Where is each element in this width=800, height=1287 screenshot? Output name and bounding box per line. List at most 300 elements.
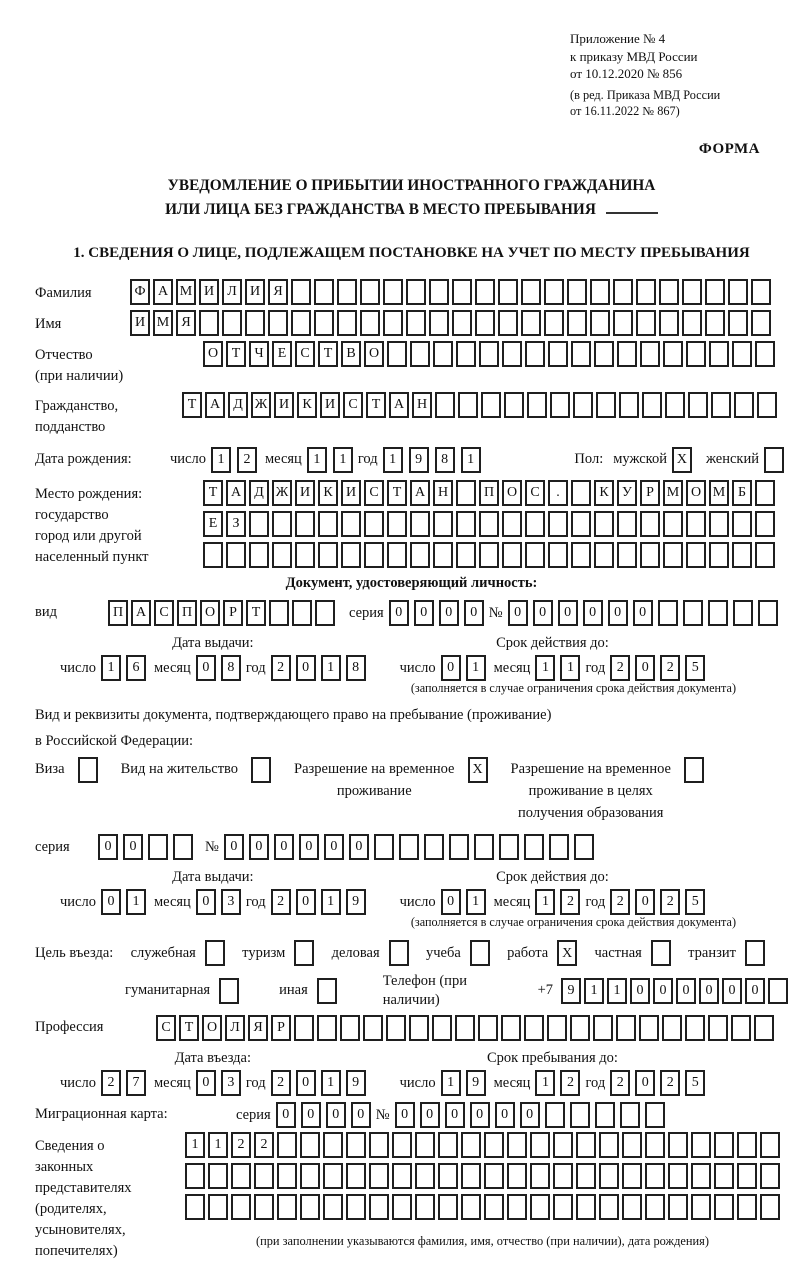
char-box[interactable]: 6 xyxy=(126,655,146,681)
char-box[interactable]: 1 xyxy=(307,447,327,473)
char-box[interactable] xyxy=(323,1194,343,1220)
char-box[interactable] xyxy=(173,834,193,860)
residence-permit-checkbox[interactable] xyxy=(251,757,271,783)
char-box[interactable] xyxy=(208,1163,228,1189)
char-box[interactable]: 2 xyxy=(610,655,630,681)
char-box[interactable]: С xyxy=(525,480,545,506)
char-box[interactable]: О xyxy=(200,600,220,626)
char-box[interactable]: Т xyxy=(366,392,386,418)
char-box[interactable]: И xyxy=(295,480,315,506)
char-box[interactable]: 7 xyxy=(126,1070,146,1096)
temp-residence-edu-checkbox[interactable] xyxy=(684,757,704,783)
char-box[interactable] xyxy=(341,542,361,568)
char-box[interactable]: 0 xyxy=(699,978,719,1004)
char-box[interactable] xyxy=(613,279,633,305)
char-box[interactable] xyxy=(596,392,616,418)
char-box[interactable] xyxy=(364,511,384,537)
char-box[interactable] xyxy=(737,1163,757,1189)
char-box[interactable]: 9 xyxy=(346,1070,366,1096)
char-box[interactable]: 2 xyxy=(610,889,630,915)
char-box[interactable]: 1 xyxy=(321,655,341,681)
char-box[interactable]: А xyxy=(226,480,246,506)
char-box[interactable] xyxy=(392,1194,412,1220)
char-box[interactable]: Д xyxy=(228,392,248,418)
char-box[interactable]: 1 xyxy=(383,447,403,473)
char-box[interactable] xyxy=(734,392,754,418)
char-box[interactable] xyxy=(755,511,775,537)
char-box[interactable]: О xyxy=(203,341,223,367)
char-box[interactable] xyxy=(323,1163,343,1189)
char-box[interactable] xyxy=(386,1015,406,1041)
purpose-other-checkbox[interactable] xyxy=(317,978,337,1004)
char-box[interactable]: 2 xyxy=(271,889,291,915)
char-box[interactable]: 0 xyxy=(296,655,316,681)
char-box[interactable] xyxy=(269,600,289,626)
char-box[interactable]: 1 xyxy=(560,655,580,681)
char-box[interactable] xyxy=(737,1194,757,1220)
char-box[interactable] xyxy=(456,480,476,506)
char-box[interactable] xyxy=(708,600,728,626)
char-box[interactable]: Ч xyxy=(249,341,269,367)
char-box[interactable]: Н xyxy=(412,392,432,418)
char-box[interactable] xyxy=(208,1194,228,1220)
char-box[interactable] xyxy=(341,511,361,537)
char-box[interactable] xyxy=(530,1163,550,1189)
char-box[interactable] xyxy=(429,279,449,305)
char-box[interactable] xyxy=(507,1194,527,1220)
char-box[interactable] xyxy=(360,310,380,336)
char-box[interactable] xyxy=(567,310,587,336)
char-box[interactable]: 0 xyxy=(630,978,650,1004)
char-box[interactable]: Л xyxy=(222,279,242,305)
char-box[interactable] xyxy=(292,600,312,626)
char-box[interactable] xyxy=(571,480,591,506)
char-box[interactable] xyxy=(642,392,662,418)
char-box[interactable]: З xyxy=(226,511,246,537)
char-box[interactable] xyxy=(593,1015,613,1041)
char-box[interactable]: 1 xyxy=(461,447,481,473)
char-box[interactable] xyxy=(662,1015,682,1041)
char-box[interactable]: Д xyxy=(249,480,269,506)
purpose-private-checkbox[interactable] xyxy=(651,940,671,966)
char-box[interactable] xyxy=(760,1194,780,1220)
char-box[interactable] xyxy=(346,1163,366,1189)
purpose-business-checkbox[interactable] xyxy=(389,940,409,966)
char-box[interactable]: 8 xyxy=(435,447,455,473)
char-box[interactable]: 0 xyxy=(123,834,143,860)
char-box[interactable] xyxy=(570,1015,590,1041)
char-box[interactable]: Л xyxy=(225,1015,245,1041)
char-box[interactable] xyxy=(254,1163,274,1189)
char-box[interactable] xyxy=(708,1015,728,1041)
char-box[interactable] xyxy=(254,1194,274,1220)
char-box[interactable]: Т xyxy=(182,392,202,418)
char-box[interactable]: О xyxy=(364,341,384,367)
char-box[interactable]: С xyxy=(295,341,315,367)
char-box[interactable]: О xyxy=(686,480,706,506)
char-box[interactable]: 0 xyxy=(296,889,316,915)
char-box[interactable]: А xyxy=(389,392,409,418)
char-box[interactable] xyxy=(226,542,246,568)
char-box[interactable] xyxy=(481,392,501,418)
char-box[interactable]: 1 xyxy=(535,889,555,915)
char-box[interactable] xyxy=(760,1163,780,1189)
char-box[interactable] xyxy=(383,279,403,305)
char-box[interactable]: Ж xyxy=(251,392,271,418)
char-box[interactable]: 0 xyxy=(351,1102,371,1128)
char-box[interactable]: 1 xyxy=(101,655,121,681)
char-box[interactable] xyxy=(502,511,522,537)
char-box[interactable] xyxy=(295,542,315,568)
char-box[interactable]: А xyxy=(131,600,151,626)
char-box[interactable] xyxy=(387,341,407,367)
char-box[interactable] xyxy=(757,392,777,418)
char-box[interactable] xyxy=(383,310,403,336)
char-box[interactable] xyxy=(553,1163,573,1189)
char-box[interactable]: А xyxy=(153,279,173,305)
char-box[interactable]: 0 xyxy=(635,1070,655,1096)
char-box[interactable] xyxy=(732,511,752,537)
char-box[interactable] xyxy=(484,1194,504,1220)
char-box[interactable] xyxy=(502,341,522,367)
char-box[interactable] xyxy=(337,279,357,305)
char-box[interactable]: 2 xyxy=(610,1070,630,1096)
purpose-official-checkbox[interactable] xyxy=(205,940,225,966)
char-box[interactable] xyxy=(456,511,476,537)
char-box[interactable] xyxy=(406,279,426,305)
char-box[interactable] xyxy=(521,310,541,336)
char-box[interactable]: Т xyxy=(246,600,266,626)
char-box[interactable]: 1 xyxy=(333,447,353,473)
char-box[interactable]: 0 xyxy=(101,889,121,915)
char-box[interactable] xyxy=(714,1194,734,1220)
char-box[interactable] xyxy=(438,1132,458,1158)
char-box[interactable]: 0 xyxy=(196,889,216,915)
char-box[interactable]: 0 xyxy=(324,834,344,860)
char-box[interactable] xyxy=(574,834,594,860)
char-box[interactable] xyxy=(711,392,731,418)
char-box[interactable] xyxy=(525,511,545,537)
char-box[interactable]: 2 xyxy=(660,655,680,681)
char-box[interactable]: 2 xyxy=(231,1132,251,1158)
char-box[interactable]: 0 xyxy=(441,889,461,915)
char-box[interactable]: 0 xyxy=(520,1102,540,1128)
char-box[interactable]: 2 xyxy=(271,1070,291,1096)
char-box[interactable] xyxy=(571,341,591,367)
char-box[interactable]: 0 xyxy=(608,600,628,626)
char-box[interactable]: П xyxy=(479,480,499,506)
char-box[interactable] xyxy=(318,511,338,537)
char-box[interactable] xyxy=(567,279,587,305)
char-box[interactable] xyxy=(410,511,430,537)
char-box[interactable] xyxy=(668,1163,688,1189)
char-box[interactable] xyxy=(760,1132,780,1158)
char-box[interactable] xyxy=(315,600,335,626)
char-box[interactable] xyxy=(525,542,545,568)
char-box[interactable]: П xyxy=(177,600,197,626)
char-box[interactable]: С xyxy=(154,600,174,626)
char-box[interactable] xyxy=(294,1015,314,1041)
char-box[interactable]: К xyxy=(297,392,317,418)
char-box[interactable] xyxy=(686,542,706,568)
char-box[interactable] xyxy=(521,279,541,305)
char-box[interactable] xyxy=(455,1015,475,1041)
char-box[interactable] xyxy=(620,1102,640,1128)
char-box[interactable] xyxy=(461,1194,481,1220)
char-box[interactable]: 0 xyxy=(676,978,696,1004)
char-box[interactable] xyxy=(548,542,568,568)
char-box[interactable] xyxy=(524,834,544,860)
char-box[interactable] xyxy=(277,1132,297,1158)
char-box[interactable]: 0 xyxy=(395,1102,415,1128)
char-box[interactable]: 1 xyxy=(208,1132,228,1158)
char-box[interactable] xyxy=(409,1015,429,1041)
char-box[interactable] xyxy=(406,310,426,336)
temp-residence-checkbox[interactable]: X xyxy=(468,757,488,783)
char-box[interactable] xyxy=(576,1194,596,1220)
char-box[interactable] xyxy=(544,310,564,336)
char-box[interactable] xyxy=(185,1194,205,1220)
char-box[interactable] xyxy=(415,1132,435,1158)
visa-checkbox[interactable] xyxy=(78,757,98,783)
char-box[interactable]: 2 xyxy=(237,447,257,473)
char-box[interactable] xyxy=(737,1132,757,1158)
char-box[interactable]: 0 xyxy=(299,834,319,860)
purpose-humanitarian-checkbox[interactable] xyxy=(219,978,239,1004)
char-box[interactable]: 8 xyxy=(346,655,366,681)
char-box[interactable]: 0 xyxy=(249,834,269,860)
char-box[interactable] xyxy=(544,279,564,305)
char-box[interactable] xyxy=(507,1132,527,1158)
char-box[interactable] xyxy=(590,279,610,305)
char-box[interactable] xyxy=(595,1102,615,1128)
char-box[interactable] xyxy=(758,600,778,626)
char-box[interactable]: И xyxy=(245,279,265,305)
char-box[interactable]: И xyxy=(320,392,340,418)
purpose-tourism-checkbox[interactable] xyxy=(294,940,314,966)
char-box[interactable]: Е xyxy=(203,511,223,537)
char-box[interactable] xyxy=(337,310,357,336)
char-box[interactable] xyxy=(363,1015,383,1041)
char-box[interactable] xyxy=(530,1132,550,1158)
char-box[interactable]: Е xyxy=(272,341,292,367)
char-box[interactable] xyxy=(249,511,269,537)
char-box[interactable] xyxy=(691,1194,711,1220)
sex-male-checkbox[interactable]: X xyxy=(672,447,692,473)
char-box[interactable] xyxy=(222,310,242,336)
char-box[interactable]: 2 xyxy=(660,1070,680,1096)
char-box[interactable]: У xyxy=(617,480,637,506)
char-box[interactable] xyxy=(645,1163,665,1189)
char-box[interactable]: 0 xyxy=(439,600,459,626)
char-box[interactable] xyxy=(410,341,430,367)
char-box[interactable] xyxy=(599,1163,619,1189)
char-box[interactable] xyxy=(449,834,469,860)
char-box[interactable]: 1 xyxy=(211,447,231,473)
char-box[interactable] xyxy=(663,542,683,568)
char-box[interactable]: М xyxy=(176,279,196,305)
char-box[interactable] xyxy=(755,341,775,367)
char-box[interactable] xyxy=(148,834,168,860)
char-box[interactable] xyxy=(622,1194,642,1220)
char-box[interactable] xyxy=(768,978,788,1004)
char-box[interactable]: 0 xyxy=(508,600,528,626)
char-box[interactable] xyxy=(272,542,292,568)
char-box[interactable] xyxy=(435,392,455,418)
char-box[interactable] xyxy=(732,542,752,568)
char-box[interactable]: 0 xyxy=(470,1102,490,1128)
char-box[interactable]: 0 xyxy=(276,1102,296,1128)
char-box[interactable]: 1 xyxy=(441,1070,461,1096)
char-box[interactable]: 1 xyxy=(535,655,555,681)
char-box[interactable] xyxy=(691,1132,711,1158)
char-box[interactable]: 0 xyxy=(583,600,603,626)
char-box[interactable] xyxy=(639,1015,659,1041)
char-box[interactable]: 0 xyxy=(633,600,653,626)
char-box[interactable]: 9 xyxy=(466,1070,486,1096)
char-box[interactable]: 3 xyxy=(221,1070,241,1096)
char-box[interactable]: 1 xyxy=(321,1070,341,1096)
char-box[interactable] xyxy=(616,1015,636,1041)
char-box[interactable]: 1 xyxy=(607,978,627,1004)
char-box[interactable] xyxy=(732,341,752,367)
char-box[interactable]: Р xyxy=(223,600,243,626)
char-box[interactable] xyxy=(399,834,419,860)
char-box[interactable] xyxy=(731,1015,751,1041)
char-box[interactable]: 2 xyxy=(560,1070,580,1096)
char-box[interactable] xyxy=(424,834,444,860)
char-box[interactable] xyxy=(277,1163,297,1189)
char-box[interactable] xyxy=(461,1132,481,1158)
char-box[interactable]: К xyxy=(318,480,338,506)
char-box[interactable] xyxy=(640,542,660,568)
char-box[interactable] xyxy=(754,1015,774,1041)
char-box[interactable] xyxy=(291,310,311,336)
char-box[interactable] xyxy=(300,1132,320,1158)
char-box[interactable]: 8 xyxy=(221,655,241,681)
char-box[interactable]: Я xyxy=(268,279,288,305)
char-box[interactable] xyxy=(686,341,706,367)
char-box[interactable] xyxy=(369,1194,389,1220)
char-box[interactable] xyxy=(504,392,524,418)
char-box[interactable] xyxy=(484,1132,504,1158)
char-box[interactable] xyxy=(751,279,771,305)
char-box[interactable]: 0 xyxy=(389,600,409,626)
char-box[interactable] xyxy=(613,310,633,336)
char-box[interactable] xyxy=(479,511,499,537)
char-box[interactable]: 2 xyxy=(101,1070,121,1096)
char-box[interactable] xyxy=(249,542,269,568)
char-box[interactable] xyxy=(599,1132,619,1158)
char-box[interactable]: М xyxy=(153,310,173,336)
char-box[interactable]: С xyxy=(343,392,363,418)
char-box[interactable]: В xyxy=(341,341,361,367)
char-box[interactable] xyxy=(640,341,660,367)
char-box[interactable]: 0 xyxy=(196,655,216,681)
char-box[interactable]: Т xyxy=(179,1015,199,1041)
char-box[interactable] xyxy=(277,1194,297,1220)
char-box[interactable] xyxy=(346,1194,366,1220)
char-box[interactable]: К xyxy=(594,480,614,506)
char-box[interactable]: 0 xyxy=(301,1102,321,1128)
char-box[interactable] xyxy=(571,511,591,537)
char-box[interactable] xyxy=(527,392,547,418)
char-box[interactable] xyxy=(709,511,729,537)
char-box[interactable] xyxy=(594,542,614,568)
char-box[interactable] xyxy=(438,1194,458,1220)
char-box[interactable] xyxy=(636,279,656,305)
char-box[interactable] xyxy=(364,542,384,568)
char-box[interactable]: 0 xyxy=(349,834,369,860)
char-box[interactable] xyxy=(659,310,679,336)
char-box[interactable] xyxy=(590,310,610,336)
char-box[interactable]: Р xyxy=(640,480,660,506)
char-box[interactable] xyxy=(498,279,518,305)
char-box[interactable] xyxy=(668,1132,688,1158)
char-box[interactable] xyxy=(484,1163,504,1189)
char-box[interactable] xyxy=(387,542,407,568)
char-box[interactable]: 0 xyxy=(326,1102,346,1128)
char-box[interactable]: А xyxy=(410,480,430,506)
char-box[interactable]: 2 xyxy=(660,889,680,915)
char-box[interactable] xyxy=(498,310,518,336)
char-box[interactable] xyxy=(683,600,703,626)
char-box[interactable] xyxy=(619,392,639,418)
char-box[interactable] xyxy=(668,1194,688,1220)
purpose-transit-checkbox[interactable] xyxy=(745,940,765,966)
char-box[interactable]: 0 xyxy=(464,600,484,626)
char-box[interactable]: Ф xyxy=(130,279,150,305)
char-box[interactable] xyxy=(688,392,708,418)
char-box[interactable] xyxy=(617,542,637,568)
char-box[interactable]: 0 xyxy=(274,834,294,860)
char-box[interactable] xyxy=(452,279,472,305)
char-box[interactable] xyxy=(547,1015,567,1041)
char-box[interactable]: 1 xyxy=(321,889,341,915)
char-box[interactable] xyxy=(594,511,614,537)
char-box[interactable] xyxy=(755,542,775,568)
char-box[interactable] xyxy=(685,1015,705,1041)
char-box[interactable]: 0 xyxy=(296,1070,316,1096)
char-box[interactable]: С xyxy=(364,480,384,506)
char-box[interactable] xyxy=(433,511,453,537)
char-box[interactable] xyxy=(317,1015,337,1041)
char-box[interactable] xyxy=(663,341,683,367)
char-box[interactable] xyxy=(318,542,338,568)
char-box[interactable]: 0 xyxy=(420,1102,440,1128)
char-box[interactable] xyxy=(594,341,614,367)
char-box[interactable] xyxy=(576,1132,596,1158)
char-box[interactable] xyxy=(507,1163,527,1189)
char-box[interactable]: Н xyxy=(433,480,453,506)
char-box[interactable] xyxy=(733,600,753,626)
char-box[interactable] xyxy=(553,1132,573,1158)
char-box[interactable] xyxy=(429,310,449,336)
char-box[interactable] xyxy=(314,310,334,336)
char-box[interactable]: М xyxy=(709,480,729,506)
char-box[interactable] xyxy=(548,341,568,367)
char-box[interactable] xyxy=(705,310,725,336)
char-box[interactable] xyxy=(502,542,522,568)
char-box[interactable] xyxy=(530,1194,550,1220)
char-box[interactable] xyxy=(199,310,219,336)
char-box[interactable] xyxy=(231,1163,251,1189)
char-box[interactable] xyxy=(474,834,494,860)
char-box[interactable] xyxy=(728,310,748,336)
char-box[interactable]: Я xyxy=(248,1015,268,1041)
char-box[interactable] xyxy=(340,1015,360,1041)
char-box[interactable] xyxy=(291,279,311,305)
